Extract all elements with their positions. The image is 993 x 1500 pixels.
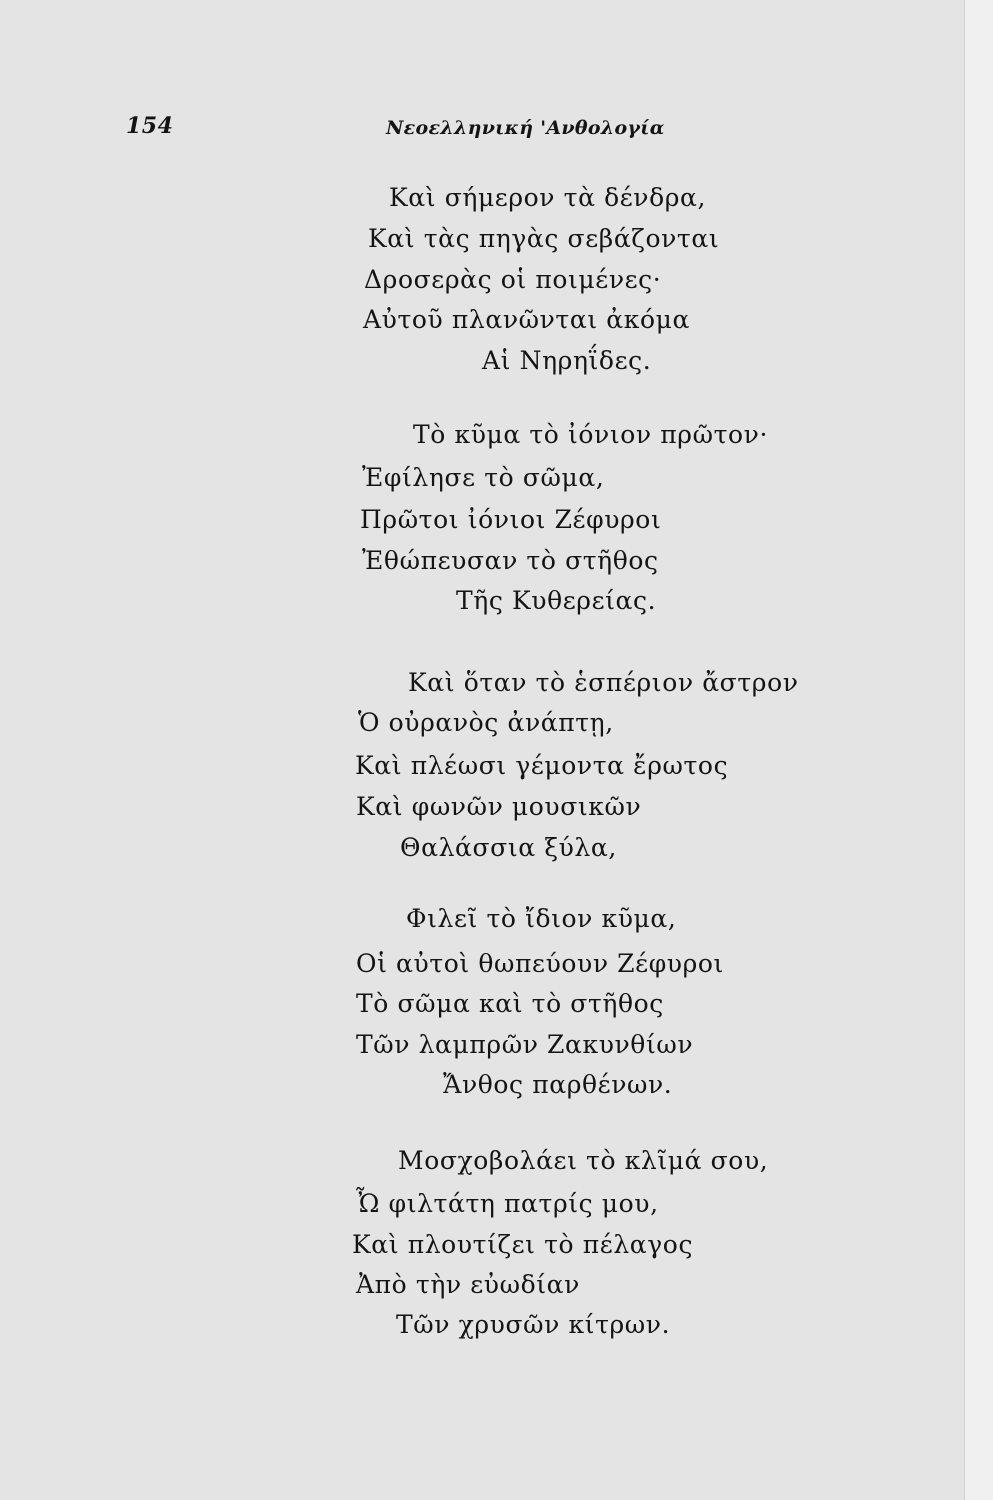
- poem-line: Καὶ πλέωσι γέμοντα ἔρωτος: [355, 751, 729, 780]
- poem-line: Τῆς Κυθερείας.: [456, 586, 657, 615]
- poem-line: Καὶ πλουτίζει τὸ πέλαγος: [352, 1230, 694, 1259]
- poem-line: Ἀπὸ τὴν εὐωδίαν: [356, 1270, 580, 1299]
- poem-line: Καὶ ὅταν τὸ ἑσπέριον ἄστρον: [408, 668, 799, 697]
- running-title: Νεοελληνική 'Ανθολογία: [386, 117, 665, 139]
- poem-line: Ἐφίλησε τὸ σῶμα,: [362, 463, 605, 492]
- poem-line: Οἱ αὐτοὶ θωπεύουν Ζέφυροι: [356, 949, 724, 978]
- poem-line: Ὁ οὐρανὸς ἀνάπτῃ,: [358, 708, 614, 737]
- poem-line: Δροσερὰς οἱ ποιμένες·: [364, 265, 662, 294]
- poem-line: Καὶ φωνῶν μουσικῶν: [356, 792, 642, 821]
- poem-line: Τὸ σῶμα καὶ τὸ στῆθος: [356, 989, 664, 1018]
- poem-line: Αὐτοῦ πλανῶνται ἀκόμα: [363, 305, 690, 334]
- poem-line: Θαλάσσια ξύλα,: [400, 833, 617, 862]
- poem-line: Αἱ Νηρηΐδες.: [482, 346, 652, 375]
- poem-line: Ὦ φιλτάτη πατρίς μου,: [356, 1189, 659, 1218]
- poem-line: Τῶν λαμπρῶν Ζακυνθίων: [356, 1030, 694, 1059]
- poem-line: Ἐθώπευσαν τὸ στῆθος: [362, 546, 659, 575]
- poem-line: Πρῶτοι ἰόνιοι Ζέφυροι: [360, 505, 662, 534]
- poem-line: Τὸ κῦμα τὸ ἰόνιον πρῶτον·: [413, 420, 768, 449]
- poem-line: Ἄνθος παρθένων.: [443, 1070, 673, 1099]
- poem-line: Καὶ τὰς πηγὰς σεβάζονται: [368, 224, 720, 253]
- page-number: 154: [126, 113, 174, 139]
- poem-line: Καὶ σήμερον τὰ δένδρα,: [389, 183, 707, 212]
- poem-line: Φιλεῖ τὸ ἴδιον κῦμα,: [406, 904, 677, 933]
- poem-line: Τῶν χρυσῶν κίτρων.: [396, 1310, 671, 1339]
- poem-line: Μοσχοβολάει τὸ κλῖμά σου,: [398, 1146, 769, 1175]
